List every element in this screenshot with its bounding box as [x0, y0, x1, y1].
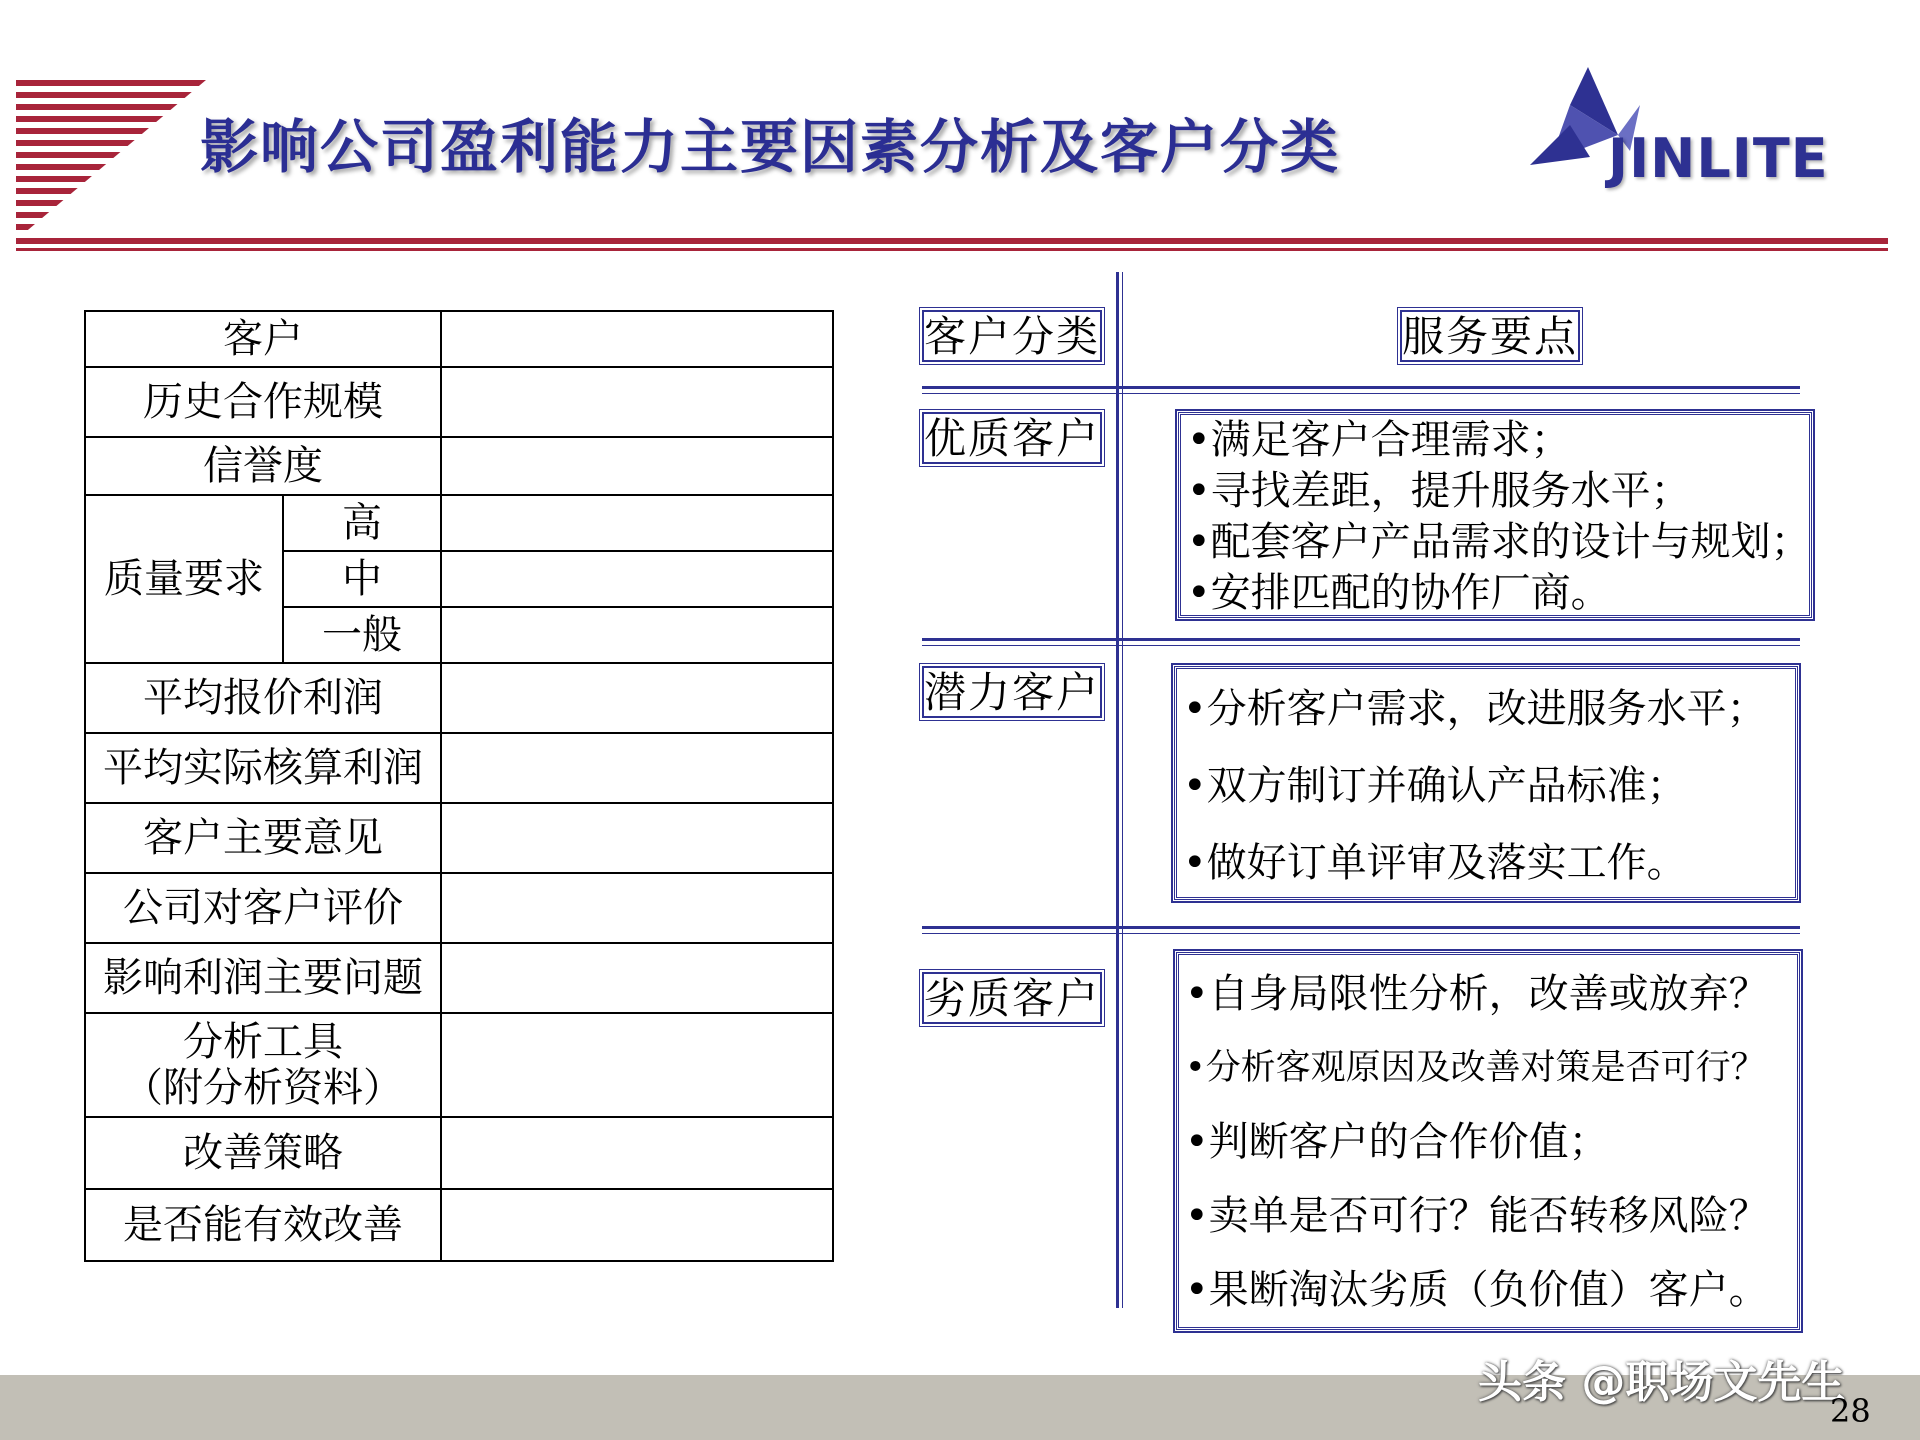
table-row	[85, 943, 833, 1013]
row-label-multiline	[85, 1013, 441, 1117]
category-label-potential: 潜力客户	[924, 668, 1101, 717]
list-item: • 寻找差距，提升服务水平；	[1187, 466, 1809, 517]
list-item: • 自身局限性分析，改善或放弃？	[1185, 957, 1797, 1031]
list-item: • 做好订单评审及落实工作。	[1183, 825, 1795, 902]
header-customer-category: 客户分类	[924, 312, 1101, 361]
value-cell[interactable]	[441, 311, 833, 367]
table-row	[85, 437, 833, 495]
table-row	[85, 495, 833, 551]
value-cell[interactable]	[441, 367, 833, 437]
sub-label: 中	[283, 551, 441, 607]
list-item: • 双方制订并确认产品标准；	[1183, 748, 1795, 825]
value-cell[interactable]	[441, 873, 833, 943]
row-label: 质量要求	[85, 495, 283, 663]
value-cell[interactable]	[441, 495, 833, 551]
table-row	[85, 803, 833, 873]
header-divider	[16, 238, 1888, 244]
value-cell[interactable]	[441, 663, 833, 733]
category-label-poor: 劣质客户	[924, 974, 1101, 1023]
value-cell[interactable]	[441, 437, 833, 495]
list-item: • 分析客观原因及改善对策是否可行？	[1185, 1031, 1797, 1105]
list-item: • 安排匹配的协作厂商。	[1187, 568, 1809, 619]
customer-analysis-table	[84, 310, 834, 1262]
value-cell[interactable]	[441, 1189, 833, 1261]
page-number: 28	[1830, 1392, 1871, 1430]
table-row	[85, 873, 833, 943]
row-label: 公司对客户评价	[85, 873, 441, 943]
list-item: • 分析客户需求，改进服务水平；	[1183, 671, 1795, 748]
logo-wordmark: JINLITE	[1608, 127, 1829, 190]
table-row	[85, 1189, 833, 1261]
company-logo	[1530, 65, 1840, 195]
value-cell[interactable]	[441, 1013, 833, 1117]
table-row	[85, 733, 833, 803]
row-label: 影响利润主要问题	[85, 943, 441, 1013]
service-points-premium	[1178, 412, 1812, 618]
list-item: • 果断淘汰劣质（负价值）客户。	[1185, 1253, 1797, 1327]
row-label: 改善策略	[85, 1117, 441, 1189]
value-cell[interactable]	[441, 1117, 833, 1189]
sub-label: 一般	[283, 607, 441, 663]
watermark: 头条 @职场文先生	[1478, 1357, 1846, 1408]
row-label: 客户	[85, 311, 441, 367]
service-points-potential	[1174, 666, 1798, 900]
row-label: 是否能有效改善	[85, 1189, 441, 1261]
list-item: • 配套客户产品需求的设计与规划；	[1187, 517, 1809, 568]
value-cell[interactable]	[441, 733, 833, 803]
section-divider	[922, 926, 1800, 934]
table-row	[85, 367, 833, 437]
row-label: 历史合作规模	[85, 367, 441, 437]
vertical-divider	[1116, 272, 1119, 1308]
value-cell[interactable]	[441, 551, 833, 607]
row-label-line: （附分析资料）	[123, 1065, 403, 1111]
row-label: 平均实际核算利润	[85, 733, 441, 803]
service-points-poor	[1176, 952, 1800, 1330]
header-service-points: 服务要点	[1402, 312, 1579, 361]
list-item: • 判断客户的合作价值；	[1185, 1105, 1797, 1179]
value-cell[interactable]	[441, 943, 833, 1013]
header-stripes-decoration	[16, 80, 206, 240]
list-item: • 满足客户合理需求；	[1187, 415, 1809, 466]
value-cell[interactable]	[441, 607, 833, 663]
row-label: 客户主要意见	[85, 803, 441, 873]
vertical-divider-thin	[1122, 272, 1123, 1308]
table-row	[85, 311, 833, 367]
row-label: 信誉度	[85, 437, 441, 495]
sub-label: 高	[283, 495, 441, 551]
row-label: 平均报价利润	[85, 663, 441, 733]
list-item: • 卖单是否可行？能否转移风险？	[1185, 1179, 1797, 1253]
section-divider	[922, 386, 1800, 394]
header-divider-thin	[16, 248, 1888, 251]
table-row	[85, 1013, 833, 1117]
row-label-line: 分析工具	[183, 1019, 343, 1065]
page-title: 影响公司盈利能力主要因素分析及客户分类	[200, 113, 1341, 181]
table-row	[85, 663, 833, 733]
table-row	[85, 1117, 833, 1189]
category-label-premium: 优质客户	[924, 414, 1101, 463]
section-divider	[922, 638, 1800, 646]
value-cell[interactable]	[441, 803, 833, 873]
